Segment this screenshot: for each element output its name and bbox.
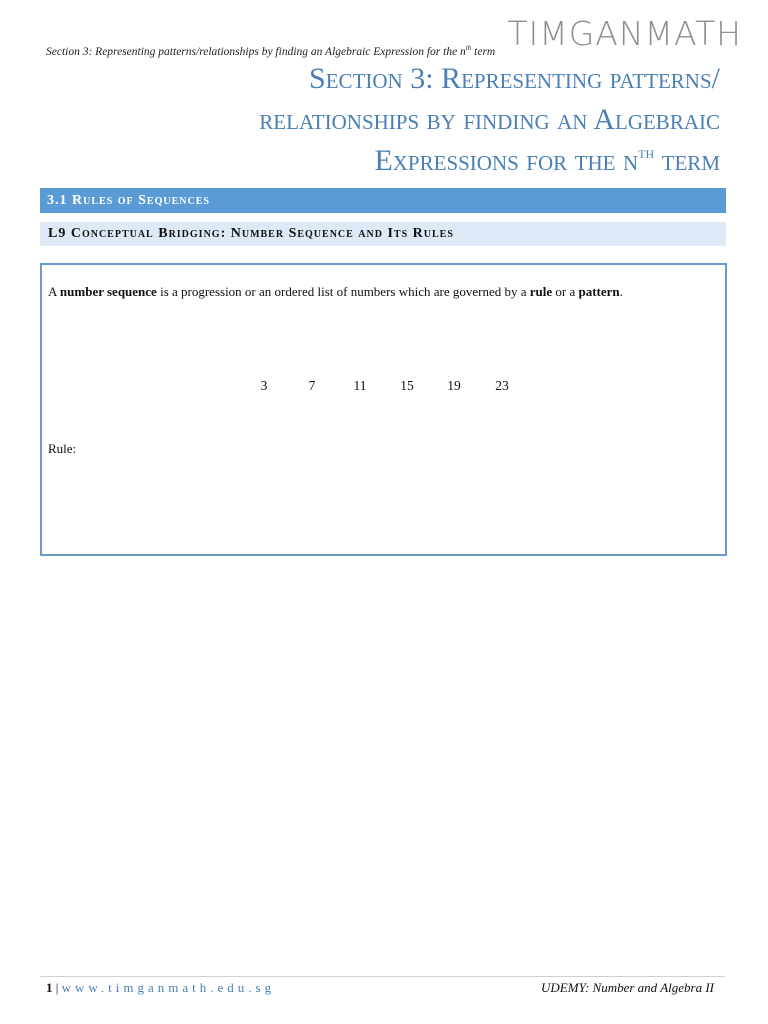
- page-title: [60, 58, 720, 181]
- title-line-2: relationships by finding an Algebraic: [259, 103, 720, 136]
- title-line-3: [60, 140, 720, 181]
- footer-left: [46, 980, 275, 996]
- running-header-tail: term: [471, 45, 496, 58]
- definition-part-1: A: [48, 284, 60, 299]
- logo-part-2: MATH: [644, 14, 742, 53]
- website-link[interactable]: www.timganmath.edu.sg: [61, 980, 276, 995]
- sequence-term: 19: [447, 378, 461, 393]
- definition-part-2: is a progression or an ordered list of numbers which are governed by a: [156, 284, 530, 299]
- page-number: 1: [46, 980, 53, 995]
- title-line-1: Section 3: Representing patterns/: [309, 62, 720, 95]
- content-box: [40, 263, 727, 556]
- sequence-term: 11: [353, 378, 367, 393]
- footer-divider: [40, 976, 725, 977]
- definition-text: [48, 284, 718, 300]
- section-heading-bar: 3.1 Rules of Sequences: [40, 188, 726, 213]
- lesson-heading-bar: L9 Conceptual Bridging: Number Sequence and Its Rules: [40, 222, 726, 246]
- number-sequence: [232, 378, 532, 398]
- sequence-term: 3: [260, 378, 268, 393]
- title-line-3-start: Expressions for the n: [374, 144, 639, 177]
- title-superscript: th: [638, 143, 655, 162]
- term-rule: rule: [529, 284, 553, 299]
- running-header: [46, 44, 495, 58]
- running-header-text: Section 3: Representing patterns/relationships by finding an Algebraic Expression for the n: [46, 45, 466, 58]
- running-header-superscript: th: [465, 44, 472, 52]
- title-line-3-end: term: [654, 144, 720, 177]
- timganmath-logo: [507, 14, 742, 53]
- rule-label: Rule:: [48, 441, 77, 456]
- footer-separator: |: [52, 980, 62, 995]
- course-name: UDEMY: Number and Algebra II: [541, 980, 714, 995]
- term-pattern: pattern: [578, 284, 620, 299]
- sequence-term: 23: [495, 378, 509, 393]
- sequence-term: 15: [400, 378, 414, 393]
- definition-part-4: .: [619, 284, 623, 299]
- definition-part-3: or a: [552, 284, 579, 299]
- term-number-sequence: number sequence: [59, 284, 157, 299]
- logo-part-1: TIMGAN: [507, 14, 645, 53]
- sequence-term: 7: [308, 378, 316, 393]
